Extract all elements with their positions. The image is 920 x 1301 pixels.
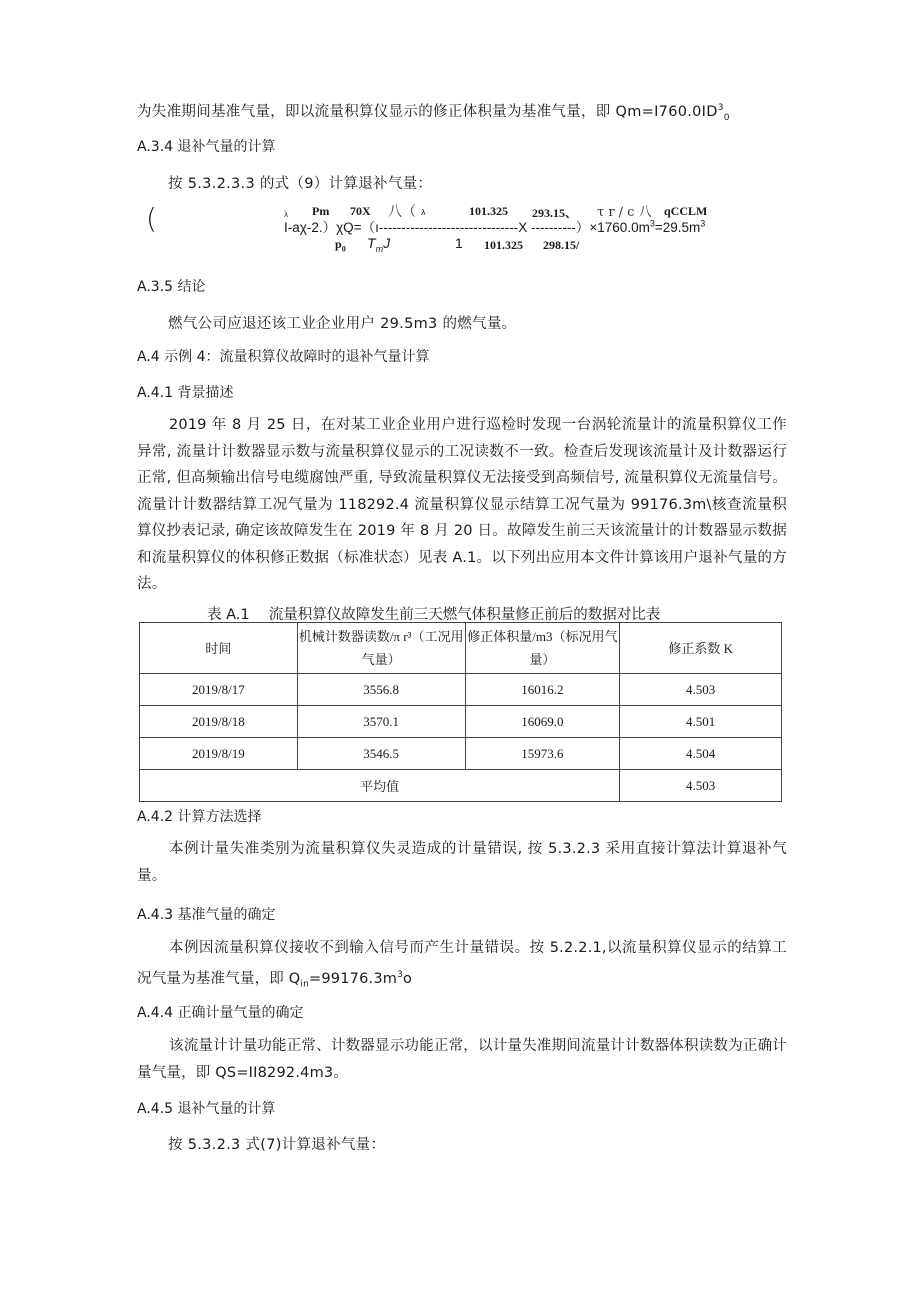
cell-date: 2019/8/18 — [140, 706, 298, 738]
cell-corrected: 16016.2 — [465, 674, 620, 706]
heading-a43: A.4.3 基准气量的确定 — [137, 907, 276, 923]
formula-text: λ — [284, 211, 289, 219]
formula-paren: ( — [146, 202, 157, 235]
formula-text: qCCLM — [664, 204, 708, 218]
cell-date: 2019/8/19 — [140, 738, 298, 770]
formula-text: τ r / c 八 — [597, 205, 652, 220]
text: o — [403, 970, 413, 987]
formula-text: 八（ — [388, 204, 416, 220]
cell-counter: 3570.1 — [297, 706, 465, 738]
header-cell: 时间 — [140, 623, 298, 674]
formula-text: J — [383, 235, 391, 251]
heading-a35: A.3.5 结论 — [137, 279, 206, 295]
heading-a34: A.3.4 退补气量的计算 — [137, 139, 276, 155]
heading-a44: A.4.4 正确计量气量的确定 — [137, 1005, 304, 1021]
subscript: 0 — [723, 112, 730, 123]
table-row — [140, 738, 782, 770]
cell-average-value: 4.503 — [620, 770, 782, 802]
formula-text: 101.325 — [484, 238, 523, 252]
formula-text: =29.5m — [654, 220, 701, 235]
paragraph-a35: 燃气公司应退还该工业企业用户 29.5m3 的燃气量。 — [168, 316, 517, 332]
superscript: 3 — [397, 969, 404, 980]
header-cell: 修正体积量/m3（标况用气量） — [465, 623, 620, 674]
formula-text: I-aχ-2.）χQ=（ — [284, 220, 376, 235]
cell-counter: 3546.5 — [297, 738, 465, 770]
table-header-row — [140, 623, 782, 674]
paragraph-base-gas — [137, 100, 730, 123]
heading-a42: A.4.2 计算方法选择 — [137, 809, 262, 825]
table-average-row — [140, 770, 782, 802]
cell-factor: 4.504 — [620, 738, 782, 770]
cell-corrected: 16069.0 — [465, 706, 620, 738]
superscript: 3 — [700, 218, 706, 229]
cell-average-label: 平均值 — [140, 770, 620, 802]
table-row — [140, 706, 782, 738]
table-caption: 表 A.1 流量积算仪故障发生前三天燃气体积量修正前后的数据对比表 — [207, 607, 661, 623]
cell-corrected: 15973.6 — [465, 738, 620, 770]
superscript: 3 — [717, 103, 724, 114]
paragraph-a45: 按 5.3.2.3 式(7)计算退补气量： — [168, 1137, 386, 1153]
cell-factor: 4.503 — [620, 674, 782, 706]
heading-a45: A.4.5 退补气量的计算 — [137, 1101, 276, 1117]
formula-text: 1 — [455, 235, 463, 251]
data-table — [139, 622, 782, 802]
paragraph-a34: 按 5.3.2.3.3 的式（9）计算退补气量： — [168, 176, 433, 192]
formula-main-line — [284, 216, 705, 236]
formula-text: 101.325 — [469, 204, 508, 218]
cell-date: 2019/8/17 — [140, 674, 298, 706]
paragraph-a41: 2019 年 8 月 25 日，在对某工业企业用户进行巡检时发现一台涡轮流量计的流量积算仪工作异常, 流量计计数器显示数与流量积算仪显示的工况读数不一致。检查后发现该流量计及计数器运行正常, 但高频输出信号电缆腐蚀严重, 导致流量积算仪无法接受到高频信号, 流量积算仪无流量信号。流量计计数器结算工况气量为 118292.4 流量积算仪显示结算工况气量为 99176.3m\核查流量积算仪抄表记录, 确定该故障发生在 2019 年 8 月 20 日。故障发生前三天该流量计的计数器显示数据和流量积算仪的体积修正数据（标准状态）见表 A.1。以下列出应用本文件计算该用户退补气量的方法。 — [137, 417, 787, 592]
paragraph-a44: 该流量计计量功能正常、计数器显示功能正常，以计量失准期间流量计计数器体积读数为正确计量气量，即 QS=II8292.4m3。 — [137, 1038, 787, 1081]
formula-text: 293.15、 — [532, 206, 578, 220]
cell-factor: 4.501 — [620, 706, 782, 738]
table-row — [140, 674, 782, 706]
subscript: in — [300, 979, 310, 990]
text: =99176.3m — [309, 970, 398, 987]
formula-text: 70X — [350, 204, 371, 218]
paragraph-a42: 本例计量失准类别为流量积算仪失灵造成的计量错误, 按 5.3.2.3 采用直接计算法计算退补气量。 — [137, 841, 787, 884]
paragraph-a43 — [137, 935, 787, 998]
heading-a41: A.4.1 背景描述 — [137, 385, 234, 401]
formula-text — [335, 237, 346, 253]
formula-text: p — [335, 237, 342, 251]
formula-text — [367, 235, 390, 254]
formula-text: 298.15/ — [543, 238, 580, 252]
cell-counter: 3556.8 — [297, 674, 465, 706]
formula-text: λ — [421, 208, 426, 217]
formula-text: ı-------------------------------X ----------）×1760.0m — [375, 220, 650, 235]
text: 为失准期间基准气量，即以流量积算仪显示的修正体积量为基准气量，即 Qm=I760.0ID — [137, 104, 718, 120]
header-cell: 修正系数 K — [620, 623, 782, 674]
subscript: m — [375, 243, 384, 254]
text: 本例因流量积算仪接收不到输入信号而产生计量错误。按 5.2.2.1,以流量积算仪显示的结算工况气量为基准气量，即 Q — [137, 940, 787, 987]
header-cell: 机械计数器读数/π r³（工况用气量） — [297, 623, 465, 674]
formula-text: T — [367, 235, 376, 251]
subscript: 0 — [341, 244, 346, 254]
heading-a4: A.4 示例 4：流量积算仪故障时的退补气量计算 — [137, 349, 430, 365]
formula-text: Pm — [312, 204, 330, 218]
superscript: 3 — [649, 218, 655, 229]
